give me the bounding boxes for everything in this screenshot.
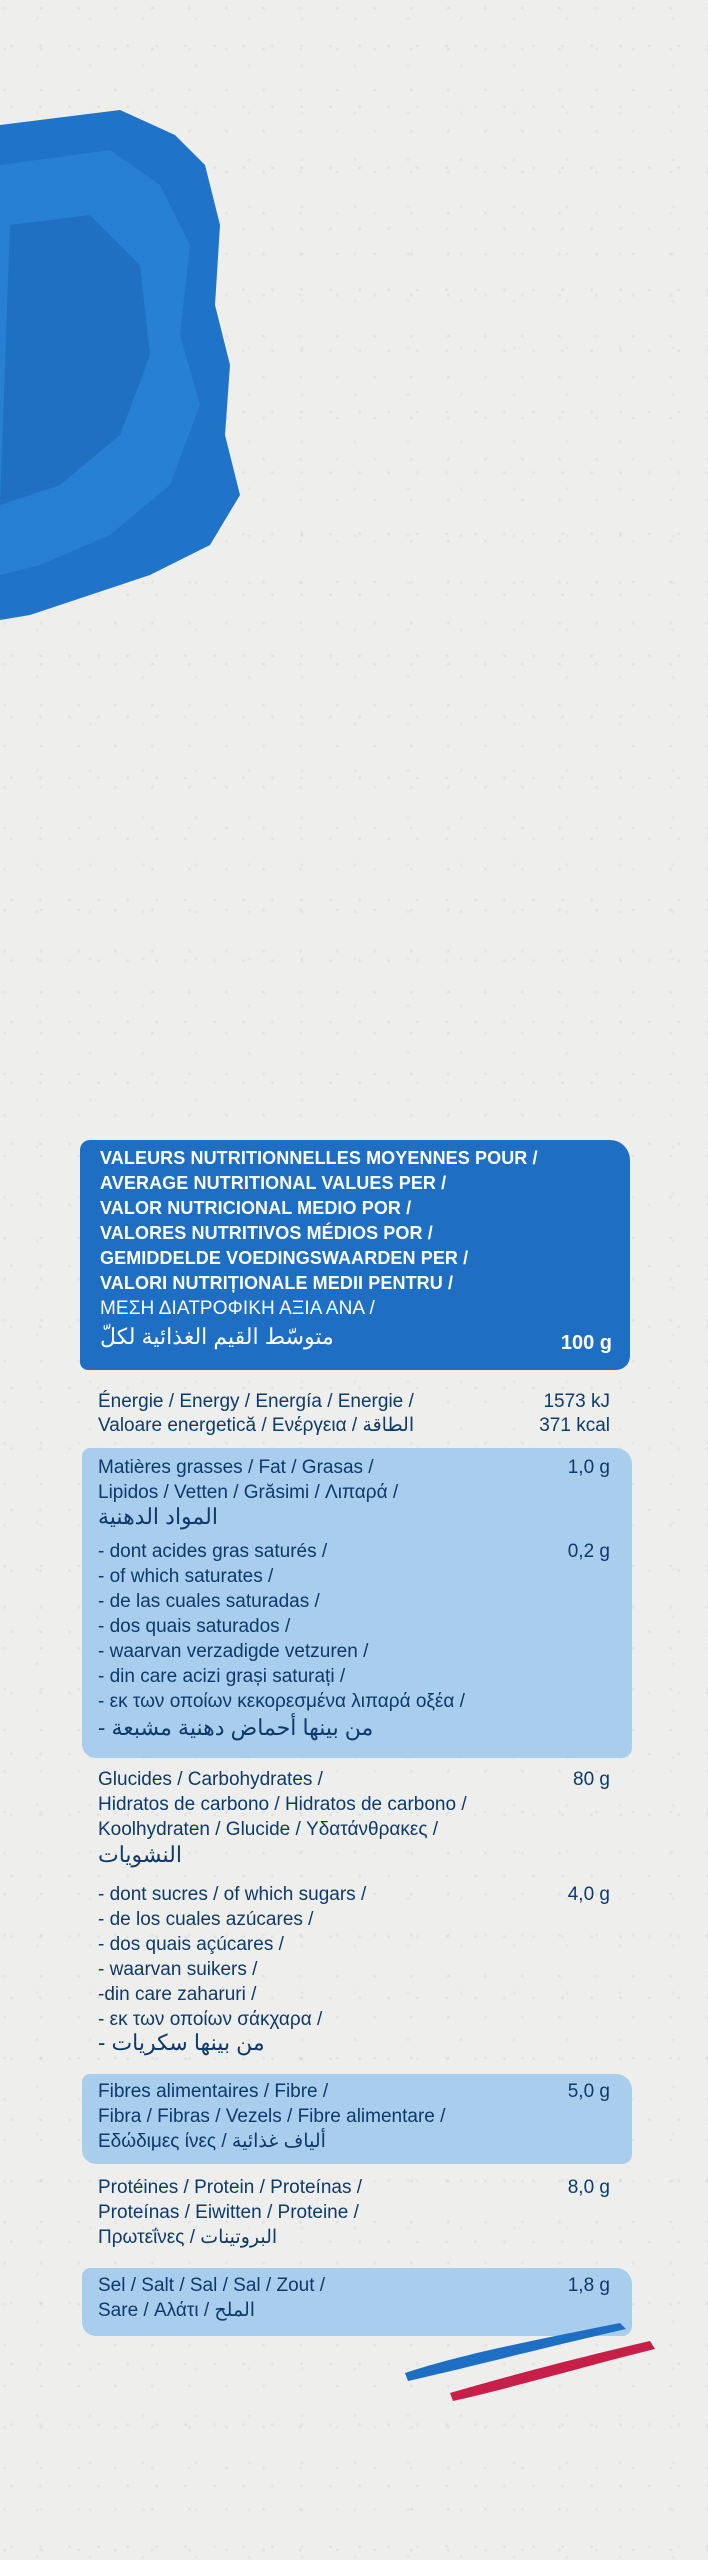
energy-kj-value: 1573 kJ [543,1391,610,1412]
carbs-label-1: Glucides / Carbohydrates / [98,1769,323,1790]
protein-value: 8,0 g [567,2177,610,2198]
salt-value: 1,8 g [567,2275,610,2296]
sugars-label-3: - dos quais açúcares / [98,1934,284,1955]
header-line-nl: GEMIDDELDE VOEDINGSWAARDEN PER / [100,1248,469,1268]
sat-label-2: - of which saturates / [98,1566,274,1587]
header-line-en: AVERAGE NUTRITIONAL VALUES PER / [100,1173,447,1193]
sat-label-4: - dos quais saturados / [98,1616,291,1637]
carbs-label-4: النشويات [98,1842,182,1867]
red-stroke-decoration [445,2335,660,2405]
fat-value: 1,0 g [567,1457,610,1478]
fibre-value: 5,0 g [567,2081,610,2102]
salt-label-2: Sare / Αλάτι / الملح [98,2300,256,2321]
protein-label-3: Πρωτεΐνες / البروتينات [98,2227,278,2248]
header-line-pt: VALORES NUTRITIVOS MÉDIOS POR / [100,1223,433,1243]
sugars-label-6: - εκ των οποίων σάκχαρα / [98,2009,323,2030]
sugars-label-5: -din care zaharuri / [98,1984,257,2005]
header-line-ro: VALORI NUTRIȚIONALE MEDII PENTRU / [100,1273,454,1293]
sat-label-6: - din care acizi grași saturați / [98,1666,346,1687]
sugars-label-4: - waarvan suikers / [98,1959,258,1980]
sat-label-1: - dont acides gras saturés / [98,1541,328,1562]
fat-label-1: Matières grasses / Fat / Grasas / [98,1457,374,1478]
sugars-label-7: - من بينها سكريات [98,2030,265,2055]
fibre-label-3: Εδώδιμες ίνες / ألياف غذائية [98,2131,326,2152]
saturates-value: 0,2 g [567,1541,610,1562]
header-line-ar: متوسّط القيم الغذائية لكلّ [100,1324,334,1349]
nutrition-header-panel [80,1140,630,1370]
sugars-label-1: - dont sucres / of which sugars / [98,1884,367,1905]
energy-label-2: Valoare energetică / Ενέργεια / الطاقة [98,1415,415,1436]
fibre-label-1: Fibres alimentaires / Fibre / [98,2081,329,2102]
salt-label-1: Sel / Salt / Sal / Sal / Zout / [98,2275,326,2296]
header-line-fr: VALEURS NUTRITIONNELLES MOYENNES POUR / [100,1148,538,1168]
sugars-value: 4,0 g [567,1884,610,1905]
blue-brush-decoration [0,105,250,625]
carbs-label-2: Hidratos de carbono / Hidratos de carbono / [98,1794,467,1815]
sat-label-5: - waarvan verzadigde vetzuren / [98,1641,369,1662]
header-line-es: VALOR NUTRICIONAL MEDIO POR / [100,1198,412,1218]
fibre-label-2: Fibra / Fibras / Vezels / Fibre alimentare / [98,2106,446,2127]
per-amount: 100 g [560,1332,612,1354]
fat-label-2: Lipidos / Vetten / Grăsimi / Λιπαρά / [98,1482,399,1503]
sat-label-8: - من بينها أحماض دهنية مشبعة [98,1715,374,1740]
sugars-label-2: - de los cuales azúcares / [98,1909,314,1930]
sat-label-3: - de las cuales saturadas / [98,1591,320,1612]
protein-label-1: Protéines / Protein / Proteínas / [98,2177,363,2198]
carbs-value: 80 g [573,1769,610,1790]
fat-label-3: المواد الدهنية [98,1504,218,1529]
energy-label-1: Énergie / Energy / Energía / Energie / [98,1391,414,1412]
carbs-label-3: Koolhydraten / Glucide / Υδατάνθρακες / [98,1819,439,1840]
sat-label-7: - εκ των οποίων κεκορεσμένα λιπαρά οξέα / [98,1691,465,1712]
energy-kcal-value: 371 kcal [539,1415,610,1436]
header-line-el: ΜΕΣΗ ΔΙΑΤΡΟΦΙΚΗ ΑΞΙΑ ΑΝΑ / [100,1298,375,1319]
protein-label-2: Proteínas / Eiwitten / Proteine / [98,2202,359,2223]
